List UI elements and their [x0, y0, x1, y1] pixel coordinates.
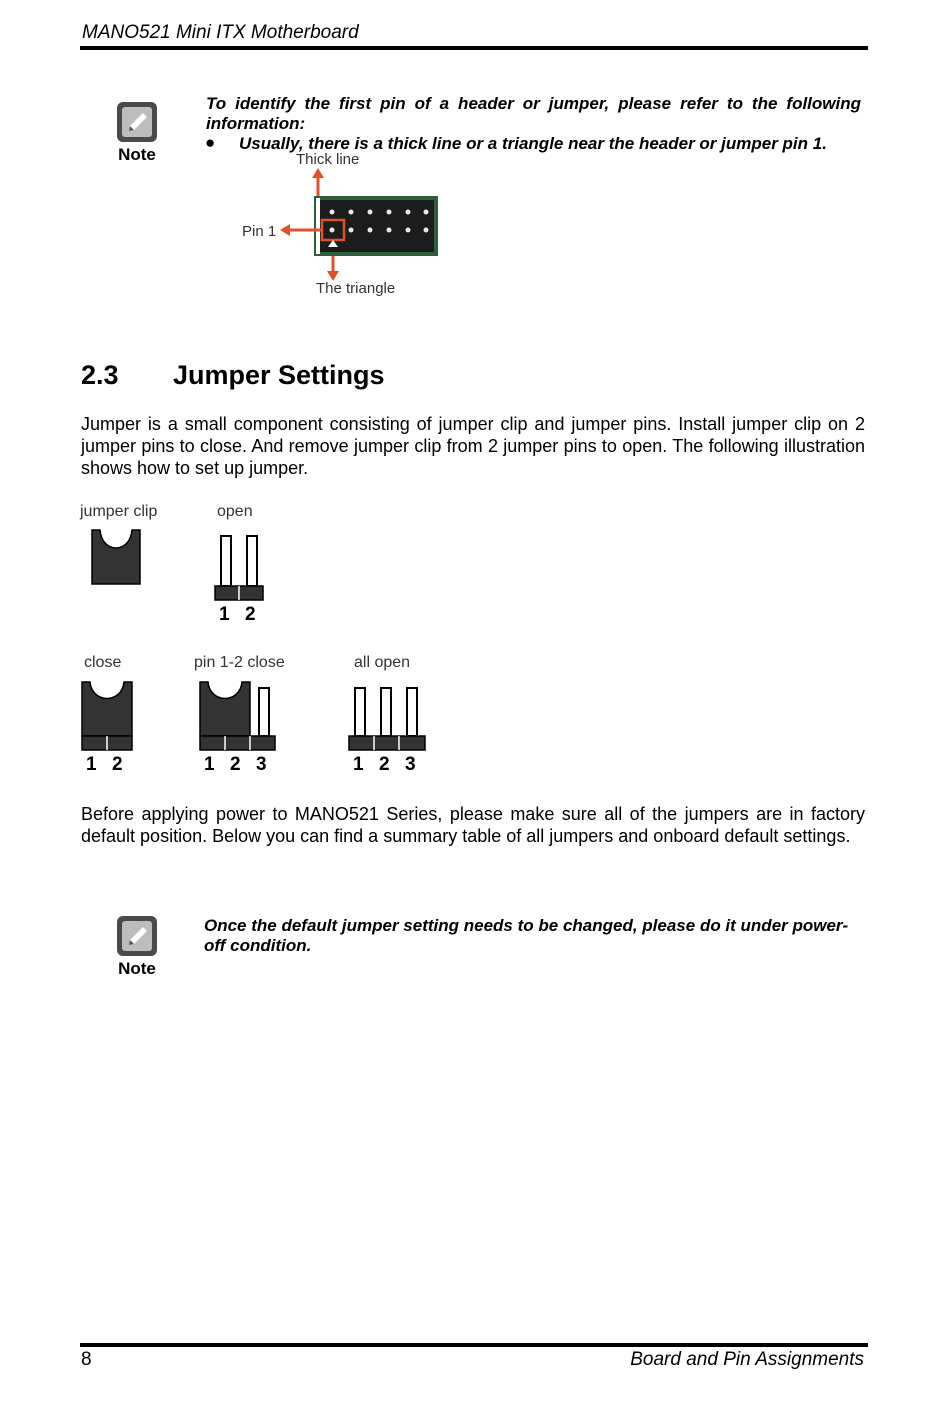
- note-label: Note: [118, 959, 156, 978]
- pin12close-jumper: [200, 682, 275, 750]
- footer-title: Board and Pin Assignments: [630, 1349, 864, 1370]
- allopen-jumper: [349, 688, 425, 750]
- close-jumper: [82, 682, 132, 750]
- section-title: Jumper Settings: [173, 360, 385, 390]
- open-jumper: [215, 536, 263, 600]
- page-number: 8: [81, 1349, 92, 1370]
- pin1-label: Pin 1: [242, 223, 277, 240]
- note-bullet-text: Usually, there is a thick line or a triangle near the header or jumper pin 1.: [239, 134, 827, 153]
- footer-rule: [80, 1343, 868, 1347]
- jumper-clip-label: jumper clip: [80, 503, 158, 520]
- close-num-1: 1: [86, 754, 97, 775]
- thick-line-marker: [316, 198, 320, 254]
- open-num-2: 2: [245, 604, 256, 625]
- intro-paragraph: Jumper is a small component consisting of jumper clip and jumper pins. Install jumper clip on 2 jumper pins to close. And remove jumper clip from 2 jumper pins to open. The following illustration shows how to set up jumper.: [81, 414, 865, 478]
- thick-line-label: Thick line: [296, 151, 360, 168]
- pin12-num-1: 1: [204, 754, 215, 775]
- page-header-title: MANO521 Mini ITX Motherboard: [82, 22, 359, 43]
- pin1-figure: [236, 150, 446, 300]
- allopen-num-3: 3: [405, 754, 416, 775]
- bullet-icon: ●: [205, 133, 216, 152]
- close-label: close: [84, 654, 122, 671]
- open-label: open: [217, 503, 253, 520]
- pin12-num-2: 2: [230, 754, 241, 775]
- before-paragraph: Before applying power to MANO521 Series, please make sure all of the jumpers are in factory default position. Below you can find a summary table of all jumpers and onboard default settings.: [81, 804, 865, 846]
- jumper-clip-shape: [92, 530, 140, 584]
- section-number: 2.3: [81, 360, 119, 390]
- header-rule: [80, 46, 868, 50]
- note-text: To identify the first pin of a header or jumper, please refer to the following information:: [206, 94, 861, 133]
- jumper-figure: [76, 498, 436, 783]
- allopen-num-2: 2: [379, 754, 390, 775]
- note-label: Note: [118, 145, 156, 164]
- allopen-label: all open: [354, 654, 411, 671]
- note-pencil-icon: [116, 101, 158, 143]
- pin12close-label: pin 1-2 close: [194, 654, 285, 671]
- open-num-1: 1: [219, 604, 230, 625]
- note-pencil-icon: [116, 915, 158, 957]
- pin12-num-3: 3: [256, 754, 267, 775]
- triangle-label: The triangle: [316, 280, 396, 297]
- note2-text: Once the default jumper setting needs to be changed, please do it under power-off condition.: [204, 916, 849, 955]
- allopen-num-1: 1: [353, 754, 364, 775]
- close-num-2: 2: [112, 754, 123, 775]
- section-heading: [81, 360, 385, 391]
